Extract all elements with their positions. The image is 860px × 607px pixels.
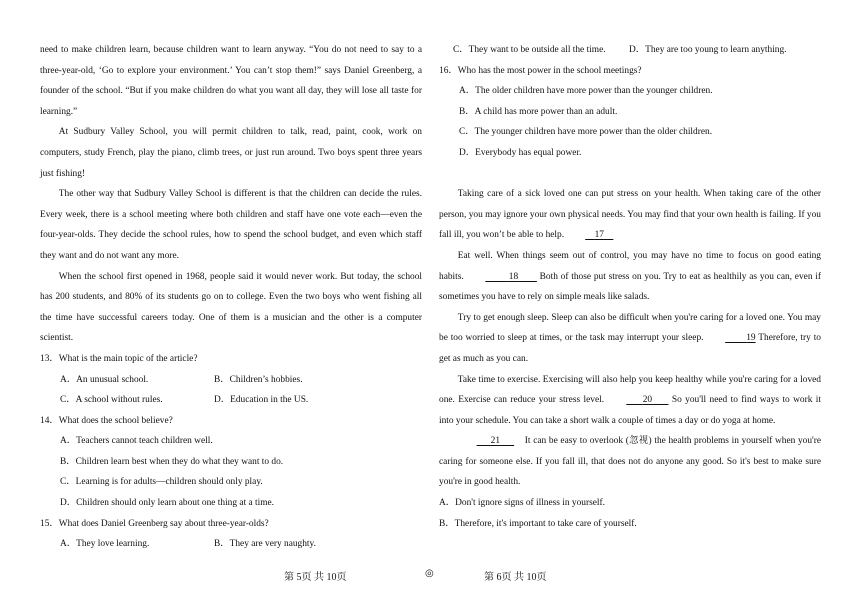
question-15-options-row2 [439,40,821,61]
option-a: A．Teachers cannot teach children well. [60,436,213,447]
question-13-options-row2 [40,390,422,411]
right-column [439,40,821,534]
option-a: A．Don't ignore signs of illness in yourself. [439,498,605,509]
blank-number: 19 [746,333,756,344]
paragraph-text: It can be easy to overlook (忽视) the health problems in yourself when you're caring for someone else. If you fall ill, that does not do anyone any good. So it's best to make sure you're in good health. [439,436,821,488]
paragraph-text: Taking care of a sick loved one can put stress on your health. When taking care of the other person, you may ignore your own physical needs. You may find that your own health is failing. If you fall ill, you won’t be able to help. [439,189,821,241]
option-d: D．Children should only learn about one thing at a time. [60,498,275,509]
question-15-options-row1 [40,534,422,555]
blank-number: 18 [508,271,519,282]
question-16: 16．Who has the most power in the school meetings? [439,65,642,76]
option-c: C．They want to be outside all the time. [453,45,606,55]
question-15: 15．What does Daniel Greenberg say about three-year-olds? [40,518,269,529]
option-a: A．They love learning. [60,539,150,550]
blank-21 [458,431,514,452]
left-column [40,40,422,555]
option-d: D．Everybody has equal power. [459,147,582,158]
option-b: B．Children’s hobbies. [214,374,303,385]
paragraph-text: Try to get enough sleep. Sleep can also be difficult when you're caring for a loved one. You may be too worried to sleep at times, or the task may interrupt your sleep. [439,312,821,344]
option-a: A．The older children have more power than the younger children. [459,86,713,97]
blank-18 [467,267,537,288]
question-13: 13．What is the main topic of the article? [40,353,198,364]
paragraph-text: So you'll need to find ways to work it into your schedule. You can take a short walk a couple of times a day or do yoga at home. [439,395,822,426]
paragraph-text: Take time to exercise. Exercising will also help you keep healthy while you're caring for a loved one. Exercise can reduce your stress level. [439,374,821,406]
blank-number: 20 [642,395,653,406]
passage-paragraph [439,184,821,246]
center-mark-icon: ◎ [425,568,434,579]
blank-17 [566,225,613,246]
paragraph-text: Both of those put stress on you. Try to eat as healthily as you can, even if sometimes you have to rely on simple meals like salads. [439,271,822,303]
section-spacer [439,164,821,185]
passage-paragraph: When the school first opened in 1968, people said it would never work. But today, the school has 200 students, and 80% of its students go on to college. Even the two boys who went fishing all the time have successful careers today. One of them is a musician and the other is a computer scientist. [40,271,422,344]
question-14: 14．What does the school believe? [40,415,173,426]
passage-paragraph: need to make children learn, because children want to learn anyway. “You do not need to say to a three-year-old, ‘Go to explore your environment.’ You can’t stop them!” says Daniel Greenberg, a founder of the school. “But if you make children do what you want all day, they will lose all taste for learning.” [40,45,422,117]
blank-19 [706,328,755,349]
passage-paragraph [439,370,821,432]
option-b: B．Children learn best when they do what they want to do. [60,456,284,467]
passage-paragraph [439,246,821,308]
blank-number: 17 [594,230,604,241]
passage-paragraph [439,431,821,493]
option-b: B．They are very naughty. [214,539,316,550]
option-c: C．The younger children have more power than the older children. [459,127,713,138]
blank-number: 21 [490,436,501,447]
option-c: C．Learning is for adults—children should only play. [60,477,263,488]
passage-paragraph [439,308,821,370]
passage-paragraph: The other way that Sudbury Valley School is different is that the children can decide the rules. Every week, there is a school meeting where both children and staff have one vote each—even the four-year-olds. They decide the school rules, how to spend the school budget, and even which staff they want and do not want any more. [40,189,422,261]
option-b: B．A child has more power than an adult. [459,106,618,117]
blank-20 [607,390,668,411]
page-number-left: 第 5页 共 10页 [284,572,347,583]
question-13-options-row1 [40,370,422,391]
option-c: C．A school without rules. [60,395,163,406]
paragraph-text: Eat well. When things seem out of control, you may have no time to focus on good eating habits. [439,250,821,282]
page-number-right: 第 6页 共 10页 [484,572,547,583]
option-d: D．They are too young to learn anything. [629,45,787,55]
option-a: A．An unusual school. [60,374,149,385]
paragraph-text: Therefore, try to get as much as you can. [439,333,821,364]
option-b: B．Therefore, it's important to take care of yourself. [439,518,637,529]
passage-paragraph: At Sudbury Valley School, you will permit children to talk, read, paint, cook, work on computers, study French, play the piano, climb trees, or just run around. Two boys spent three years just fishing! [40,127,422,179]
option-d: D．Education in the US. [214,395,309,406]
